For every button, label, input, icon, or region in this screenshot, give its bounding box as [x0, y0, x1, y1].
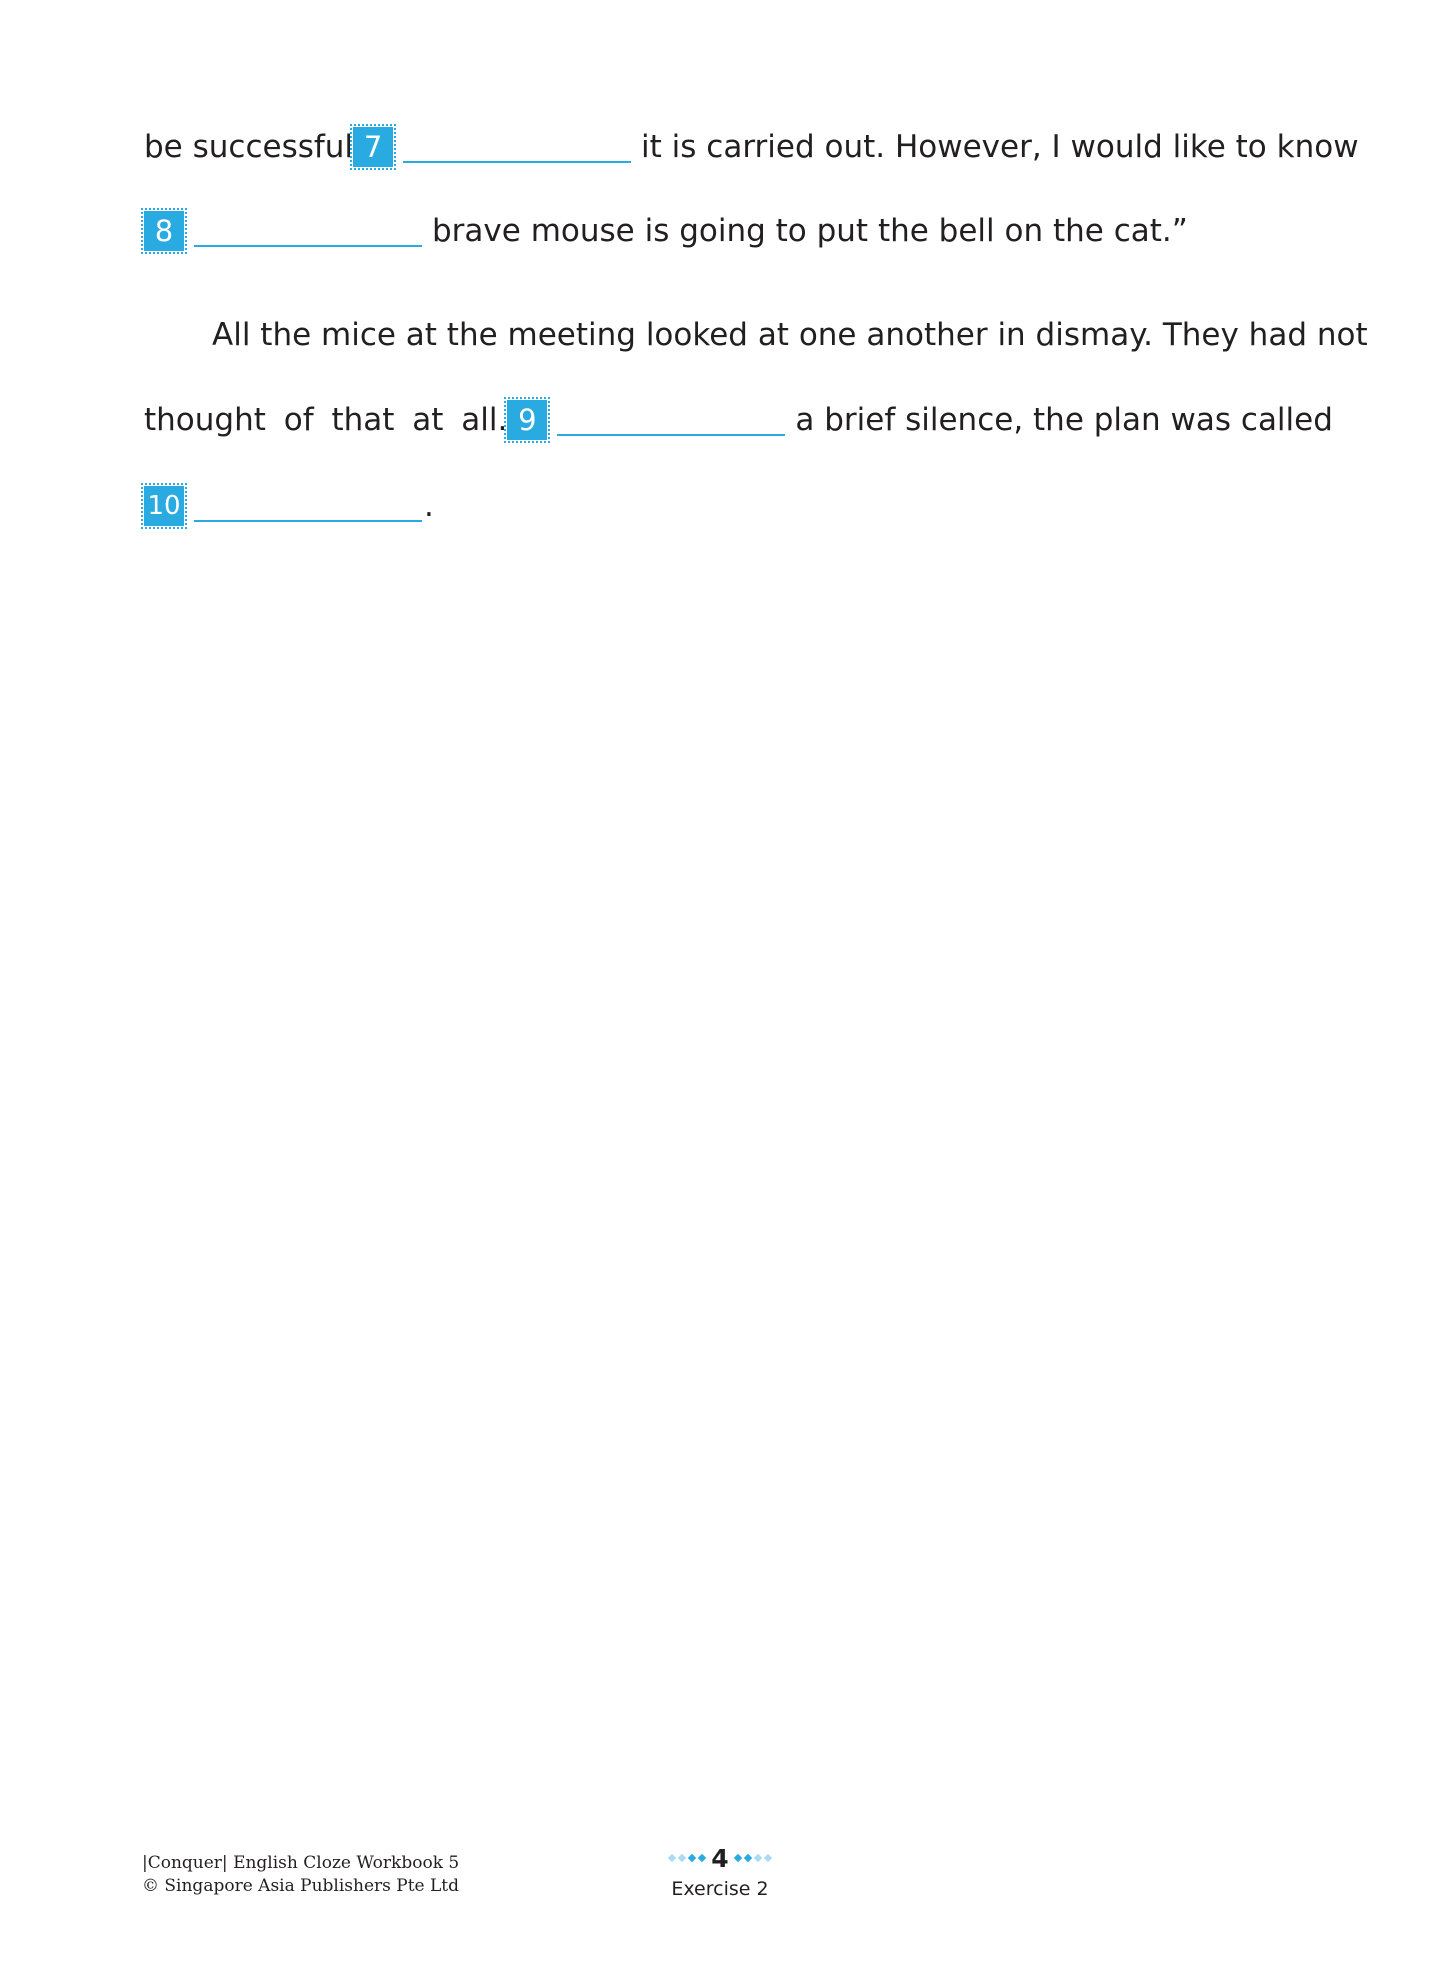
question-number-badge-10: 10 [144, 486, 184, 526]
passage-text: . [424, 488, 434, 524]
passage-text: a brief silence, the plan was called [795, 402, 1333, 438]
passage-line-4 [144, 390, 1333, 450]
passage-text: thought of that at all. [144, 402, 508, 438]
decorative-dots-right [735, 1855, 771, 1861]
exercise-label: Exercise 2 [671, 1878, 769, 1900]
passage-text: be successful [144, 129, 354, 165]
passage-text: All the mice at the meeting looked at one another in dismay. They had not [212, 317, 1368, 353]
answer-blank-10[interactable] [194, 490, 422, 522]
page-number-row [620, 1840, 820, 1876]
answer-blank-9[interactable] [557, 404, 785, 436]
page-number: 4 [711, 1843, 729, 1873]
answer-blank-7[interactable] [403, 131, 631, 163]
copyright-notice: © Singapore Asia Publishers Pte Ltd [142, 1876, 460, 1896]
decorative-dots-left [669, 1855, 705, 1861]
passage-line-5 [144, 476, 1294, 536]
question-number-badge-9: 9 [507, 400, 547, 440]
book-title: |Conquer| English Cloze Workbook 5 [142, 1853, 460, 1873]
page-footer-center [620, 1840, 820, 1900]
passage-line-3 [212, 305, 1368, 365]
passage-text: brave mouse is going to put the bell on the cat.” [432, 213, 1188, 249]
question-number-badge-7: 7 [353, 127, 393, 167]
passage-line-2 [144, 201, 1294, 261]
footer-credits [142, 1852, 459, 1898]
passage-text: it is carried out. However, I would like to know [641, 129, 1359, 165]
passage-line-1 [144, 117, 1359, 177]
question-number-badge-8: 8 [144, 211, 184, 251]
answer-blank-8[interactable] [194, 215, 422, 247]
